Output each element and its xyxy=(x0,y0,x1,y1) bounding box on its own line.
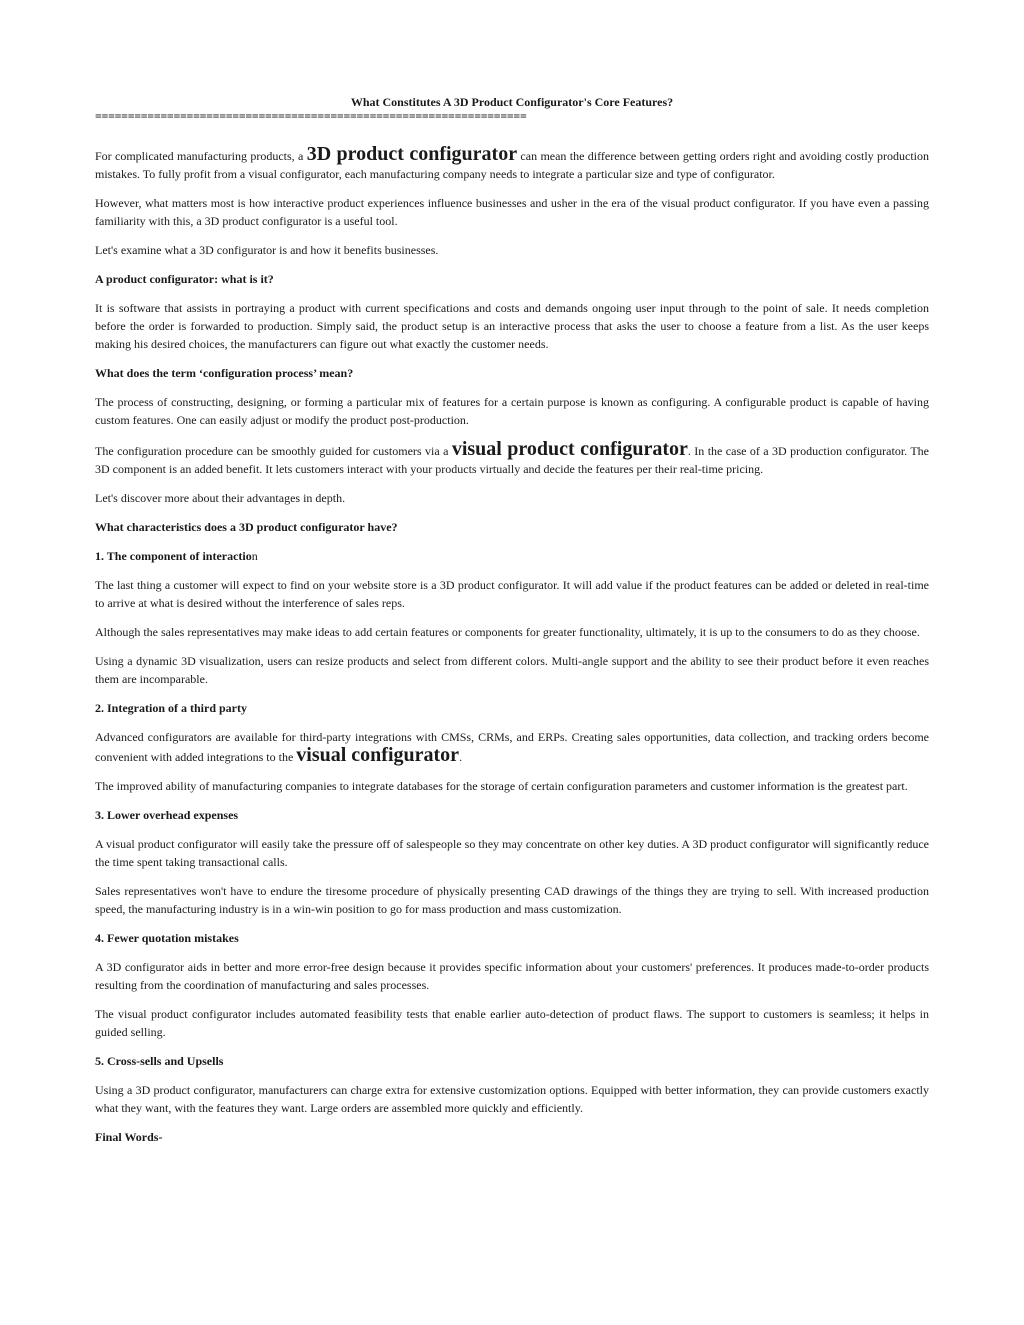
document-content xyxy=(95,95,929,1157)
configuration-paragraph xyxy=(95,440,929,478)
heading-text: 1. The component of interactio xyxy=(95,549,252,563)
paragraph: The process of constructing, designing, or forming a particular mix of features for a certain purpose is known as configuring. A configurable product is capable of having custom features. One can easily adjust or modify the product post-production. xyxy=(95,395,929,427)
paragraph: It is software that assists in portraying a product with current specifications and costs and demands ongoing user input through to the point of sale. It needs completion before the order is forwarded to production. Simply said, the product setup is an interactive process that asks the user to choose a feature from a list. As the user keeps making his desired choices, the manufacturers can figure out what exactly the customer needs. xyxy=(95,301,929,351)
paragraph: Sales representatives won't have to endure the tiresome procedure of physically presenting CAD drawings of the things they are trying to sell. With increased production speed, the manufacturing industry is in a win-win position to go for mass production and mass customization. xyxy=(95,884,929,916)
intro-text-end: can mean the difference between getting orders right and avoiding costly production mistakes. To fully profit from a visual configurator, each manufacturing company needs to integrate a particular size and type of configurator. xyxy=(95,149,930,181)
section-heading: 2. Integration of a third party xyxy=(95,701,247,715)
paragraph: Let's discover more about their advantages in depth. xyxy=(95,491,346,505)
section-heading xyxy=(95,547,929,565)
article-body xyxy=(95,145,929,1146)
section-heading: 3. Lower overhead expenses xyxy=(95,808,239,822)
paragraph: However, what matters most is how interactive product experiences influence businesses and usher in the era of the visual product configurator. If you have even a passing familiarity with this, a 3D product configurator is a useful tool. xyxy=(95,196,929,228)
paragraph: The improved ability of manufacturing companies to integrate databases for the storage of certain configuration parameters and customer information is the greatest part. xyxy=(95,779,908,793)
visual-configurator-link[interactable]: visual configurator xyxy=(296,744,460,766)
heading-text-tail: n xyxy=(251,549,258,563)
visual-product-configurator-link[interactable]: visual product configurator xyxy=(451,438,688,460)
3d-product-configurator-link[interactable]: 3D product configurator xyxy=(306,143,518,165)
paragraph: The visual product configurator includes automated feasibility tests that enable earlier auto-detection of product flaws. The support to customers is seamless; it helps in guided selling. xyxy=(95,1007,929,1039)
section-heading: A product configurator: what is it? xyxy=(95,272,274,286)
paragraph: Using a 3D product configurator, manufacturers can charge extra for extensive customization options. Equipped with better information, they can provide customers exactly what they want, with the features they want. Large orders are assembled more quickly and efficiently. xyxy=(95,1083,929,1115)
section-heading: Final Words- xyxy=(95,1130,163,1144)
intro-text-start: For complicated manufacturing products, a xyxy=(95,149,307,163)
paragraph: Although the sales representatives may make ideas to add certain features or components for greater functionality, ultimately, it is up to the consumers to do as they choose. xyxy=(95,625,920,639)
paragraph: A 3D configurator aids in better and more error-free design because it provides specific information about your customers' preferences. It produces made-to-order products resulting from the coordination of manufacturing and sales processes. xyxy=(95,960,929,992)
section-heading: What does the term ‘configuration process’ mean? xyxy=(95,366,354,380)
integration-text-end: . xyxy=(459,750,463,764)
title-underline: ================================================================== xyxy=(95,110,527,122)
paragraph: The last thing a customer will expect to find on your website store is a 3D product configurator. It will add value if the product features can be added or deleted in real-time to arrive at what is desired without the interference of sales reps. xyxy=(95,578,929,610)
paragraph: Using a dynamic 3D visualization, users can resize products and select from different colors. Multi-angle support and the ability to see their product before it even reaches them are incomparable. xyxy=(95,654,929,686)
paragraph: A visual product configurator will easily take the pressure off of salespeople so they may concentrate on other key duties. A 3D product configurator will significantly reduce the time spent taking transactional calls. xyxy=(95,837,929,869)
section-heading: What characteristics does a 3D product configurator have? xyxy=(95,520,398,534)
section-heading: 4. Fewer quotation mistakes xyxy=(95,931,239,945)
intro-paragraph xyxy=(95,145,929,183)
paragraph: Let's examine what a 3D configurator is and how it benefits businesses. xyxy=(95,243,439,257)
integration-text-start: Advanced configurators are available for third-party integrations with CMSs, CRMs, and ERPs. Creating sales opportunities, data collection, and tracking orders become convenient with added integrations to the xyxy=(95,730,929,764)
configuration-text-end: . In the case of a 3D production configurator. The 3D component is an added benefit. It lets customers interact with your products virtually and decide the features per their real-time pricing. xyxy=(95,444,930,476)
page-title: What Constitutes A 3D Product Configurator's Core Features? xyxy=(350,95,674,109)
section-heading: 5. Cross-sells and Upsells xyxy=(95,1054,224,1068)
integration-paragraph xyxy=(95,728,929,766)
configuration-text-start: The configuration procedure can be smoothly guided for customers via a xyxy=(95,444,452,458)
